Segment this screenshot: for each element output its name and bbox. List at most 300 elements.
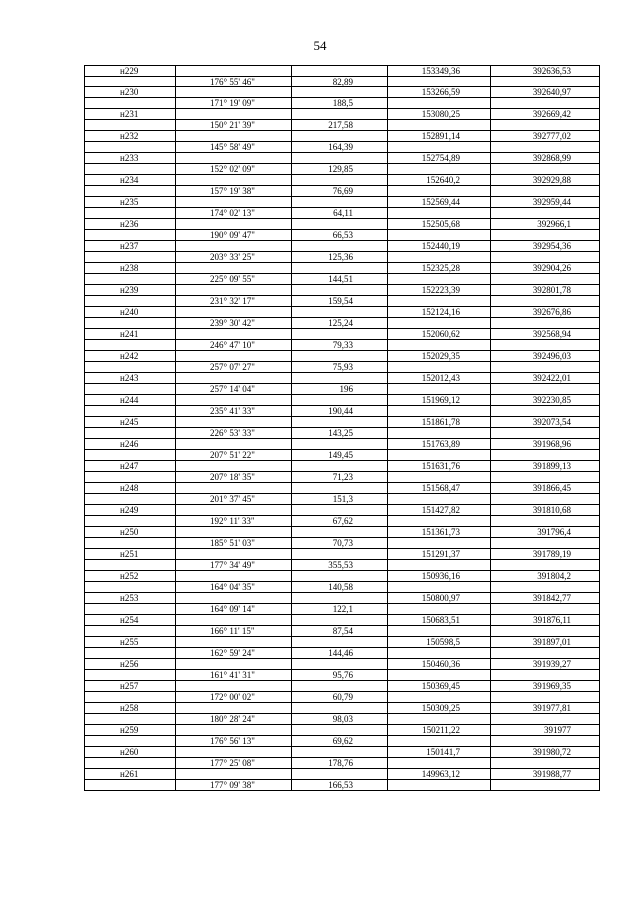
table-row (84, 153, 600, 175)
point-cell (84, 747, 175, 768)
x-coordinate-cell-text: 152060,62 (421, 329, 460, 339)
table-row (84, 703, 600, 725)
length-cell-text: 122,1 (332, 604, 353, 614)
y-coordinate-cell (490, 307, 600, 328)
y-coordinate-cell (490, 219, 600, 240)
point-cell-text: н236 (120, 219, 139, 229)
angle-cell-text: 207° 51' 22" (210, 450, 255, 460)
table-row (84, 461, 600, 483)
x-coordinate-cell-text: 152640,2 (426, 175, 460, 185)
length-cell-text: 190,44 (328, 406, 353, 416)
y-coordinate-cell-text: 391796,4 (537, 527, 571, 537)
x-coordinate-cell-text: 152440,19 (421, 241, 460, 251)
length-cell-text: 217,58 (328, 120, 353, 130)
angle-cell (175, 439, 291, 460)
point-cell (84, 439, 175, 460)
angle-cell-text: 257° 07' 27" (210, 362, 255, 372)
point-cell-text: н237 (120, 241, 139, 251)
point-cell-text: н234 (120, 175, 139, 185)
angle-cell (175, 153, 291, 174)
length-cell (291, 439, 387, 460)
table-row (84, 725, 600, 747)
x-coordinate-cell-text: 151861,78 (421, 417, 460, 427)
y-coordinate-cell-text: 392676,86 (532, 307, 571, 317)
angle-cell (175, 571, 291, 592)
angle-cell (175, 219, 291, 240)
length-cell (291, 461, 387, 482)
table-row (84, 197, 600, 219)
y-coordinate-cell (490, 66, 600, 86)
angle-cell (175, 637, 291, 658)
point-cell (84, 263, 175, 284)
angle-cell (175, 681, 291, 702)
point-cell-text: н238 (120, 263, 139, 273)
point-cell (84, 571, 175, 592)
y-coordinate-cell (490, 527, 600, 548)
y-coordinate-cell-text: 392422,01 (532, 373, 571, 383)
table-row (84, 483, 600, 505)
length-cell-text: 143,25 (328, 428, 353, 438)
x-coordinate-cell-text: 150141,7 (426, 747, 460, 757)
y-coordinate-cell-text: 392954,36 (532, 241, 571, 251)
length-cell (291, 703, 387, 724)
y-coordinate-cell (490, 395, 600, 416)
y-coordinate-cell (490, 329, 600, 350)
point-cell (84, 131, 175, 152)
angle-cell-text: 157° 19' 38" (210, 186, 255, 196)
x-coordinate-cell-text: 150683,51 (421, 615, 460, 625)
y-coordinate-cell-text: 391897,01 (532, 637, 571, 647)
x-coordinate-cell-text: 152029,35 (421, 351, 460, 361)
angle-cell (175, 351, 291, 372)
y-coordinate-cell-text: 392959,44 (532, 197, 571, 207)
angle-cell (175, 593, 291, 614)
x-coordinate-cell-text: 152325,28 (421, 263, 460, 273)
y-coordinate-cell-text: 392966,1 (537, 219, 571, 229)
length-cell-text: 79,33 (332, 340, 353, 350)
point-cell-text: н260 (120, 747, 139, 757)
angle-cell-text: 226° 53' 33" (210, 428, 255, 438)
point-cell (84, 593, 175, 614)
angle-cell-text: 152° 02' 09" (210, 164, 255, 174)
y-coordinate-cell-text: 391969,35 (532, 681, 571, 691)
point-cell (84, 769, 175, 790)
point-cell-text: н240 (120, 307, 139, 317)
x-coordinate-cell (387, 66, 490, 86)
y-coordinate-cell (490, 439, 600, 460)
y-coordinate-cell (490, 593, 600, 614)
point-cell (84, 637, 175, 658)
point-cell-text: н246 (120, 439, 139, 449)
y-coordinate-cell-text: 391977,81 (532, 703, 571, 713)
table-row (84, 593, 600, 615)
y-coordinate-cell (490, 351, 600, 372)
x-coordinate-cell-text: 152505,68 (421, 219, 460, 229)
x-coordinate-cell (387, 681, 490, 702)
y-coordinate-cell (490, 241, 600, 262)
y-coordinate-cell-text: 392929,88 (532, 175, 571, 185)
length-cell-text: 125,36 (328, 252, 353, 262)
page-number: 54 (313, 38, 327, 53)
angle-cell-text: 176° 56' 13" (210, 736, 255, 746)
length-cell-text: 151,3 (332, 494, 353, 504)
point-cell (84, 329, 175, 350)
point-cell (84, 285, 175, 306)
angle-cell (175, 505, 291, 526)
angle-cell-text: 192° 11' 33" (210, 516, 255, 526)
y-coordinate-cell-text: 392640,97 (532, 87, 571, 97)
point-cell (84, 549, 175, 570)
y-coordinate-cell (490, 87, 600, 108)
point-cell-text: н241 (120, 329, 139, 339)
y-coordinate-cell-text: 391977 (544, 725, 571, 735)
y-coordinate-cell (490, 109, 600, 130)
point-cell (84, 175, 175, 196)
y-coordinate-cell (490, 703, 600, 724)
length-cell (291, 747, 387, 768)
table-row (84, 549, 600, 571)
x-coordinate-cell-text: 153266,59 (421, 87, 460, 97)
y-coordinate-cell (490, 417, 600, 438)
table-row (84, 219, 600, 241)
x-coordinate-cell (387, 263, 490, 284)
length-cell (291, 417, 387, 438)
y-coordinate-cell-text: 392073,54 (532, 417, 571, 427)
angle-cell (175, 87, 291, 108)
length-cell (291, 197, 387, 218)
point-cell-text: н257 (120, 681, 139, 691)
y-coordinate-cell-text: 391804,2 (537, 571, 571, 581)
point-cell-text: н239 (120, 285, 139, 295)
angle-cell (175, 725, 291, 746)
angle-cell (175, 461, 291, 482)
length-cell (291, 483, 387, 504)
y-coordinate-cell-text: 392636,53 (532, 66, 571, 76)
x-coordinate-cell-text: 152569,44 (421, 197, 460, 207)
angle-cell (175, 109, 291, 130)
point-cell (84, 241, 175, 262)
length-cell-text: 60,79 (332, 692, 353, 702)
x-coordinate-cell-text: 150598,5 (426, 637, 460, 647)
length-cell-text: 125,24 (328, 318, 353, 328)
length-cell-text: 98,03 (332, 714, 353, 724)
table-row (84, 285, 600, 307)
x-coordinate-cell (387, 769, 490, 790)
angle-cell-text: 150° 21' 39" (210, 120, 255, 130)
length-cell (291, 593, 387, 614)
x-coordinate-cell-text: 150211,22 (422, 725, 460, 735)
y-coordinate-cell (490, 505, 600, 526)
point-cell (84, 197, 175, 218)
table-row (84, 571, 600, 593)
table-row (84, 373, 600, 395)
y-coordinate-cell-text: 392777,02 (532, 131, 571, 141)
x-coordinate-cell-text: 152124,16 (421, 307, 460, 317)
length-cell-text: 82,89 (332, 77, 353, 87)
length-cell-text: 196 (339, 384, 353, 394)
point-cell-text: н252 (120, 571, 139, 581)
y-coordinate-cell-text: 391968,96 (532, 439, 571, 449)
table-row (84, 505, 600, 527)
point-cell (84, 483, 175, 504)
y-coordinate-cell-text: 391980,72 (532, 747, 571, 757)
angle-cell (175, 329, 291, 350)
y-coordinate-cell-text: 391789,19 (532, 549, 571, 559)
point-cell-text: н245 (120, 417, 139, 427)
x-coordinate-cell (387, 395, 490, 416)
length-cell-text: 159,54 (328, 296, 353, 306)
x-coordinate-cell-text: 150460,36 (421, 659, 460, 669)
y-coordinate-cell-text: 391988,77 (532, 769, 571, 779)
point-cell (84, 395, 175, 416)
length-cell-text: 70,73 (332, 538, 353, 548)
x-coordinate-cell-text: 150369,45 (421, 681, 460, 691)
point-cell (84, 219, 175, 240)
x-coordinate-cell-text: 151631,76 (421, 461, 460, 471)
angle-cell (175, 615, 291, 636)
x-coordinate-cell-text: 151291,37 (421, 549, 460, 559)
x-coordinate-cell-text: 150800,97 (421, 593, 460, 603)
y-coordinate-cell (490, 637, 600, 658)
x-coordinate-cell (387, 439, 490, 460)
table-row (84, 131, 600, 153)
y-coordinate-cell (490, 571, 600, 592)
y-coordinate-cell-text: 391876,11 (533, 615, 571, 625)
length-cell (291, 329, 387, 350)
point-cell-text: н258 (120, 703, 139, 713)
point-cell-text: н250 (120, 527, 139, 537)
table-row (84, 747, 600, 769)
x-coordinate-cell-text: 152754,89 (421, 153, 460, 163)
angle-cell (175, 703, 291, 724)
point-cell-text: н235 (120, 197, 139, 207)
y-coordinate-cell-text: 392904,26 (532, 263, 571, 273)
table-row (84, 637, 600, 659)
angle-cell (175, 66, 291, 86)
x-coordinate-cell (387, 175, 490, 196)
length-cell (291, 549, 387, 570)
x-coordinate-cell (387, 593, 490, 614)
x-coordinate-cell (387, 505, 490, 526)
length-cell-text: 76,69 (332, 186, 353, 196)
angle-cell-text: 239° 30' 42" (210, 318, 255, 328)
length-cell (291, 571, 387, 592)
angle-cell (175, 395, 291, 416)
angle-cell (175, 373, 291, 394)
length-cell (291, 241, 387, 262)
x-coordinate-cell-text: 151427,82 (421, 505, 460, 515)
length-cell-text: 66,53 (332, 230, 353, 240)
angle-cell-text: 207° 18' 35" (210, 472, 255, 482)
table-row (84, 527, 600, 549)
point-cell (84, 373, 175, 394)
length-cell (291, 637, 387, 658)
x-coordinate-cell (387, 615, 490, 636)
length-cell-text: 69,62 (332, 736, 353, 746)
x-coordinate-cell-text: 151568,47 (421, 483, 460, 493)
point-cell (84, 417, 175, 438)
y-coordinate-cell (490, 285, 600, 306)
x-coordinate-cell (387, 659, 490, 680)
length-cell (291, 659, 387, 680)
y-coordinate-cell-text: 392669,42 (532, 109, 571, 119)
y-coordinate-cell-text: 391899,13 (532, 461, 571, 471)
length-cell (291, 681, 387, 702)
length-cell (291, 307, 387, 328)
point-cell-text: н242 (120, 351, 139, 361)
y-coordinate-cell-text: 392568,94 (532, 329, 571, 339)
length-cell (291, 373, 387, 394)
table-row (84, 615, 600, 637)
angle-cell (175, 307, 291, 328)
length-cell (291, 725, 387, 746)
length-cell (291, 153, 387, 174)
point-cell (84, 66, 175, 86)
angle-cell-text: 164° 04' 35" (210, 582, 255, 592)
y-coordinate-cell (490, 659, 600, 680)
angle-cell-text: 162° 59' 24" (210, 648, 255, 658)
y-coordinate-cell (490, 461, 600, 482)
x-coordinate-cell-text: 152223,39 (421, 285, 460, 295)
y-coordinate-cell (490, 153, 600, 174)
x-coordinate-cell (387, 747, 490, 768)
length-cell-text: 178,76 (328, 758, 353, 768)
angle-cell (175, 197, 291, 218)
length-cell (291, 66, 387, 86)
point-cell (84, 615, 175, 636)
point-cell-text: н232 (120, 131, 139, 141)
y-coordinate-cell-text: 391810,68 (532, 505, 571, 515)
length-cell-text: 166,53 (328, 780, 353, 790)
point-cell (84, 703, 175, 724)
point-cell-text: н256 (120, 659, 139, 669)
point-cell-text: н244 (120, 395, 139, 405)
x-coordinate-cell (387, 351, 490, 372)
angle-cell-text: 190° 09' 47" (210, 230, 255, 240)
angle-cell-text: 177° 25' 08" (210, 758, 255, 768)
length-cell-text: 64,11 (333, 208, 353, 218)
table-row (84, 395, 600, 417)
table-row (84, 109, 600, 131)
angle-cell-text: 231° 32' 17" (210, 296, 255, 306)
point-cell (84, 461, 175, 482)
table-row (84, 241, 600, 263)
x-coordinate-cell (387, 637, 490, 658)
y-coordinate-cell-text: 391939,27 (532, 659, 571, 669)
angle-cell-text: 177° 09' 38" (210, 780, 255, 790)
point-cell-text: н259 (120, 725, 139, 735)
x-coordinate-cell (387, 307, 490, 328)
x-coordinate-cell (387, 549, 490, 570)
angle-cell-text: 166° 11' 15" (210, 626, 255, 636)
length-cell-text: 355,53 (328, 560, 353, 570)
length-cell (291, 505, 387, 526)
x-coordinate-cell-text: 149963,12 (421, 769, 460, 779)
angle-cell-text: 177° 34' 49" (210, 560, 255, 570)
table-row (84, 307, 600, 329)
angle-cell (175, 175, 291, 196)
length-cell-text: 149,45 (328, 450, 353, 460)
length-cell (291, 263, 387, 284)
y-coordinate-cell (490, 549, 600, 570)
length-cell (291, 395, 387, 416)
x-coordinate-cell (387, 483, 490, 504)
length-cell-text: 129,85 (328, 164, 353, 174)
point-cell-text: н251 (120, 549, 139, 559)
length-cell (291, 351, 387, 372)
table-row (84, 659, 600, 681)
y-coordinate-cell (490, 131, 600, 152)
x-coordinate-cell (387, 527, 490, 548)
table-row (84, 681, 600, 703)
y-coordinate-cell (490, 175, 600, 196)
y-coordinate-cell (490, 373, 600, 394)
angle-cell-text: 246° 47' 10" (210, 340, 255, 350)
angle-cell-text: 257° 14' 04" (210, 384, 255, 394)
length-cell-text: 188,5 (332, 98, 353, 108)
y-coordinate-cell-text: 391842,77 (532, 593, 571, 603)
angle-cell-text: 180° 28' 24" (210, 714, 255, 724)
point-cell-text: н261 (120, 769, 139, 779)
angle-cell-text: 203° 33' 25" (210, 252, 255, 262)
point-cell-text: н253 (120, 593, 139, 603)
point-cell-text: н233 (120, 153, 139, 163)
point-cell-text: н230 (120, 87, 139, 97)
x-coordinate-cell (387, 131, 490, 152)
x-coordinate-cell-text: 150309,25 (421, 703, 460, 713)
point-cell (84, 351, 175, 372)
y-coordinate-cell (490, 615, 600, 636)
y-coordinate-cell (490, 769, 600, 790)
length-cell (291, 285, 387, 306)
point-cell (84, 527, 175, 548)
angle-cell-text: 174° 02' 13" (210, 208, 255, 218)
x-coordinate-cell (387, 461, 490, 482)
table-row (84, 417, 600, 439)
length-cell (291, 175, 387, 196)
angle-cell-text: 161° 41' 31" (210, 670, 255, 680)
angle-cell-text: 185° 51' 03" (210, 538, 255, 548)
y-coordinate-cell (490, 725, 600, 746)
x-coordinate-cell (387, 417, 490, 438)
x-coordinate-cell-text: 151969,12 (421, 395, 460, 405)
x-coordinate-cell (387, 153, 490, 174)
length-cell (291, 109, 387, 130)
table-row (84, 329, 600, 351)
length-cell (291, 131, 387, 152)
point-cell (84, 307, 175, 328)
point-cell (84, 681, 175, 702)
x-coordinate-cell-text: 151361,73 (421, 527, 460, 537)
point-cell-text: н254 (120, 615, 139, 625)
x-coordinate-cell-text: 152891,14 (421, 131, 460, 141)
length-cell-text: 67,62 (332, 516, 353, 526)
angle-cell (175, 131, 291, 152)
x-coordinate-cell-text: 150936,16 (421, 571, 460, 581)
table-row (84, 351, 600, 373)
angle-cell-text: 172° 00' 02" (210, 692, 255, 702)
x-coordinate-cell (387, 109, 490, 130)
table-row (84, 65, 600, 87)
x-coordinate-cell (387, 87, 490, 108)
angle-cell-text: 145° 58' 49" (210, 142, 255, 152)
angle-cell (175, 769, 291, 790)
length-cell-text: 87,54 (332, 626, 353, 636)
x-coordinate-cell-text: 153349,36 (421, 66, 460, 76)
table-row (84, 175, 600, 197)
y-coordinate-cell (490, 747, 600, 768)
angle-cell-text: 235° 41' 33" (210, 406, 255, 416)
